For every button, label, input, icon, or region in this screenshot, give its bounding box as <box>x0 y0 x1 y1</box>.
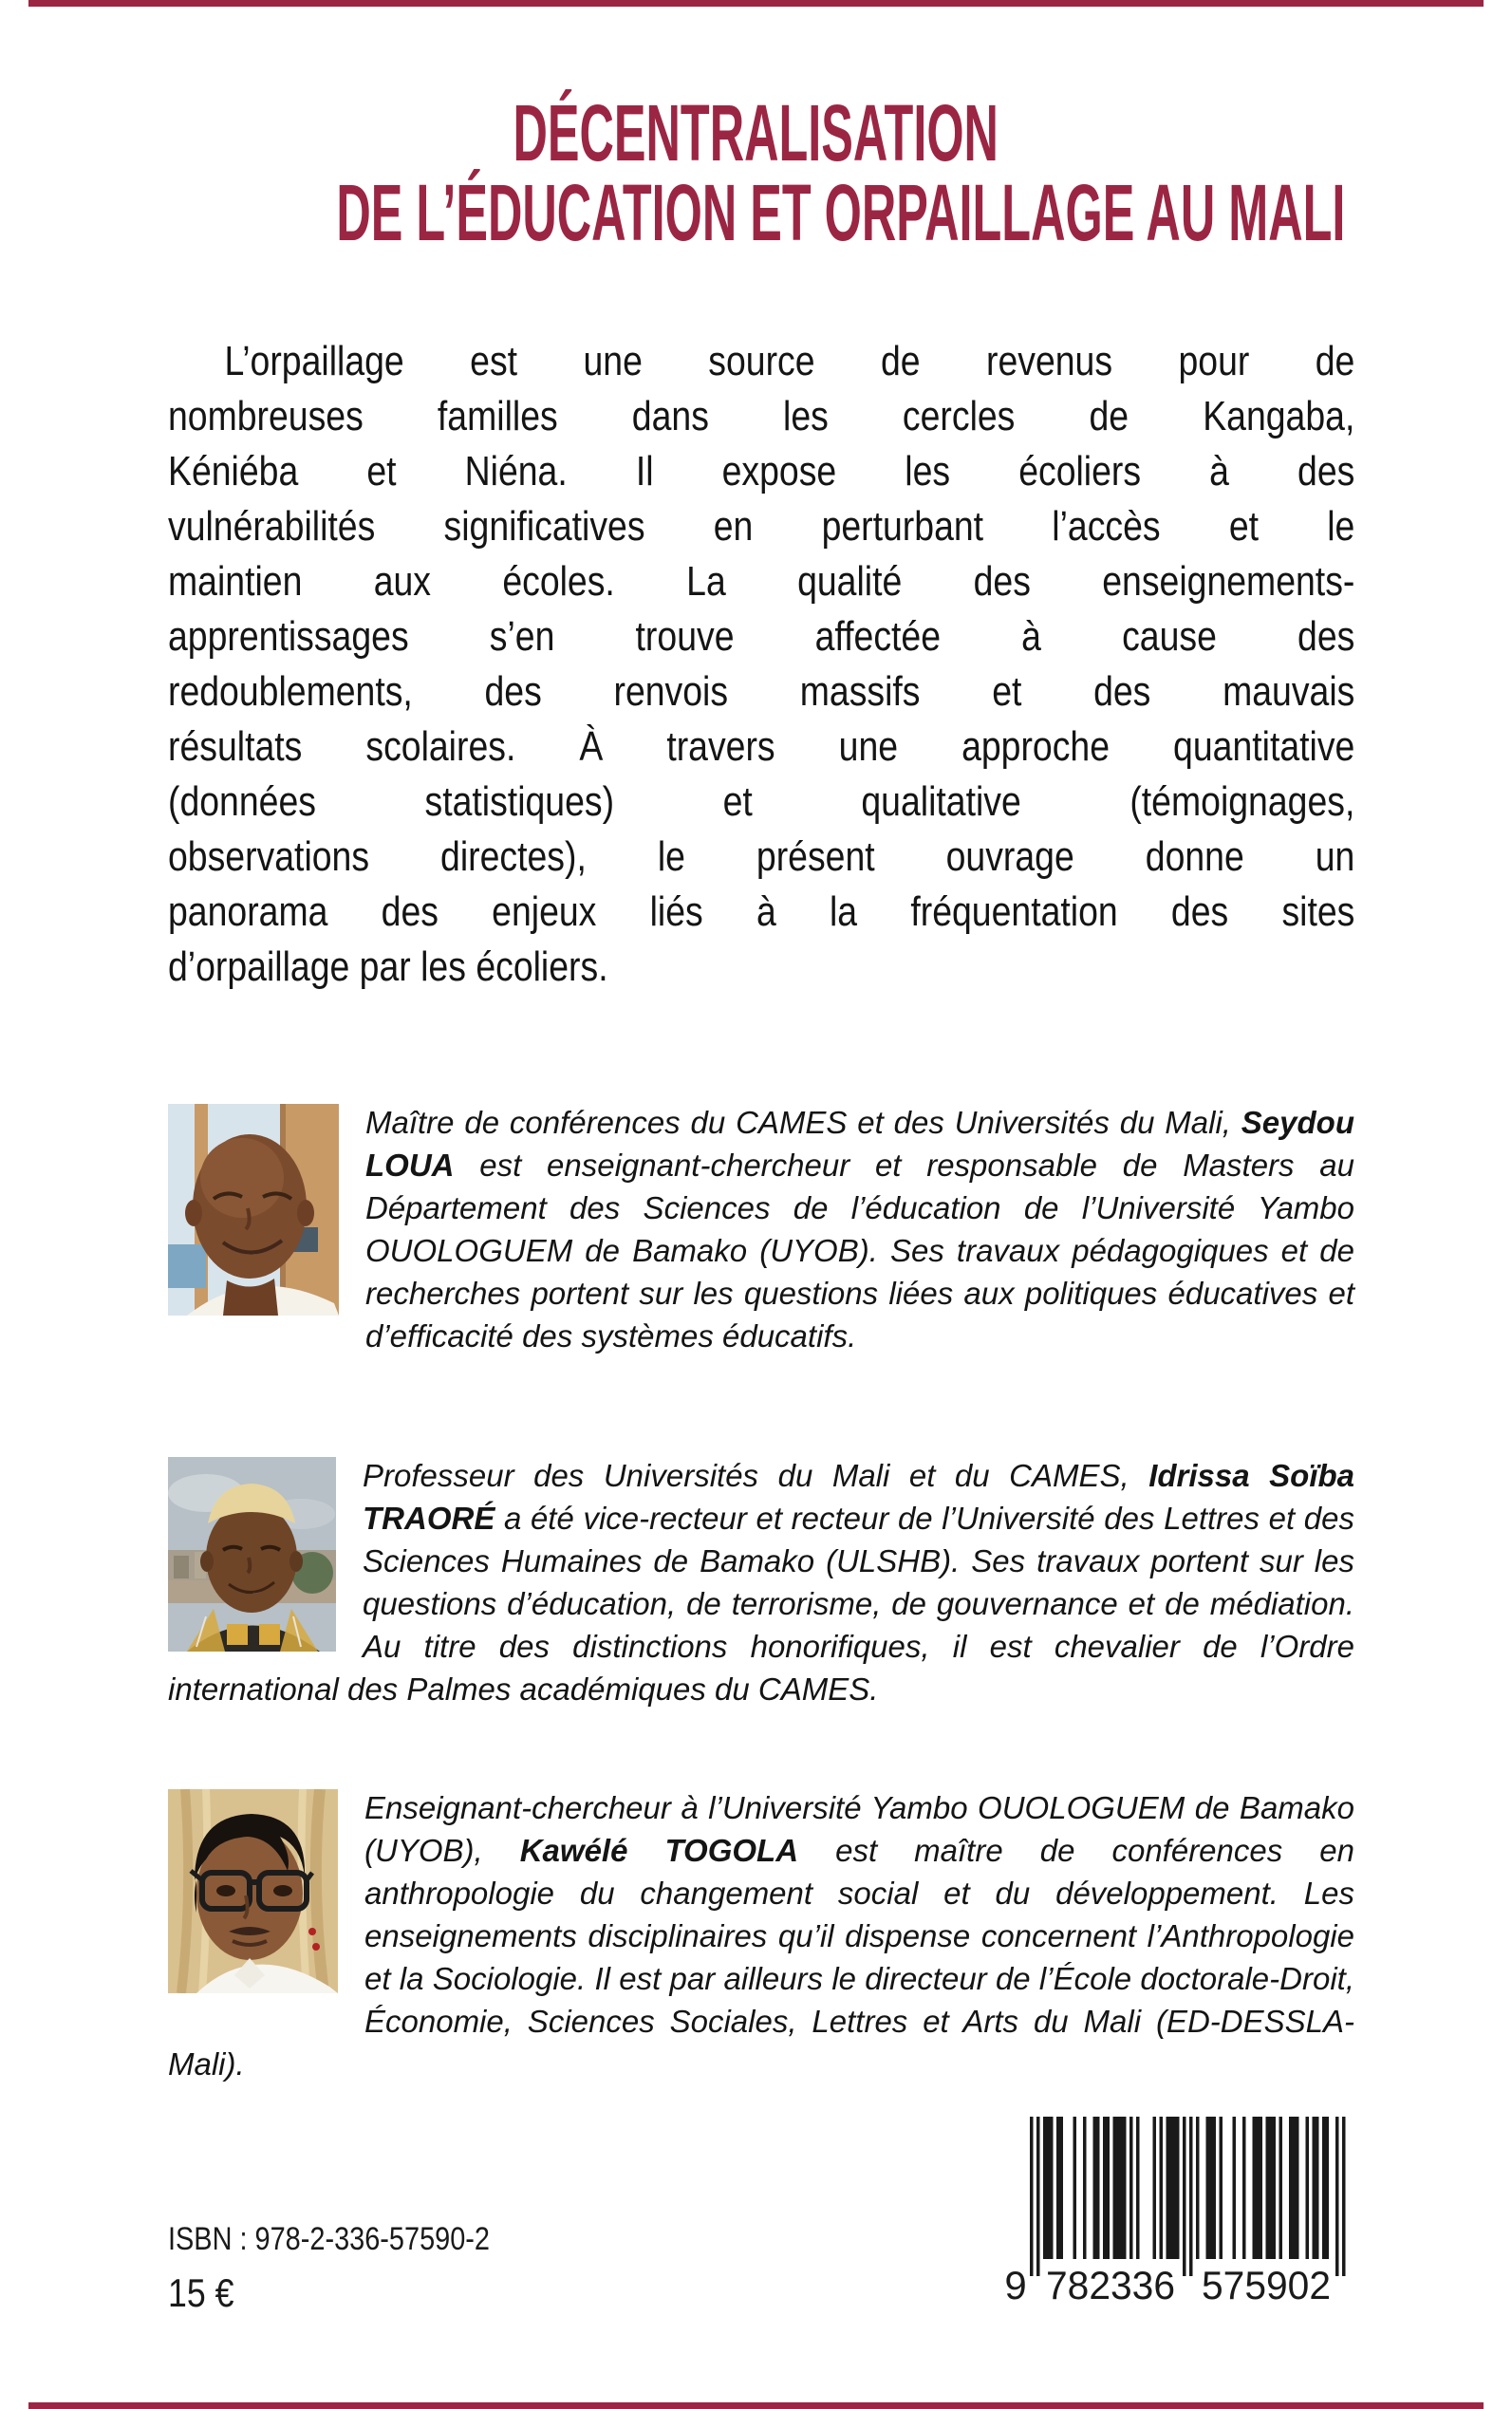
barcode-digits-right: 575902 <box>1202 2263 1331 2306</box>
synopsis-line: observations directes), le présent ouvrage donne un <box>168 833 1355 880</box>
synopsis-line: L’orpaillage est une source de revenus pour de <box>224 338 1355 384</box>
bio-text-pre: Professeur des Universités du Mali et du CAMES, <box>363 1458 1149 1493</box>
synopsis-line: apprentissages s’en trouve affectée à cause des <box>168 613 1355 660</box>
synopsis-line: Kéniéba et Niéna. Il expose les écoliers à des <box>168 448 1355 495</box>
bio-text-pre: Enseignant-chercheur à l’Université Yambo OUOLOGUEM de Bamako (UYOB), <box>364 1790 1354 1868</box>
author-name: Idrissa Soïba TRAORÉ <box>363 1458 1354 1536</box>
bottom-border-rule <box>28 2402 1484 2409</box>
top-border-rule <box>28 0 1484 7</box>
synopsis-paragraph <box>168 334 1354 995</box>
isbn-label: ISBN : 978-2-336-57590-2 <box>168 2221 490 2257</box>
barcode-digits-left: 782336 <box>1046 2263 1175 2306</box>
bio-text-pre: Maître de conférences du CAMES et des Universités du Mali, <box>365 1105 1241 1140</box>
synopsis-line: résultats scolaires. À travers une approche quantitative <box>168 723 1355 770</box>
synopsis-line: maintien aux écoles. La qualité des enseignements- <box>168 558 1355 605</box>
barcode-digit-first: 9 <box>1004 2263 1027 2306</box>
bio-text-post: est maître de conférences en anthropologie du changement social et du développement. Les enseignements disciplinaires qu’il dispense concernent l’Anthropologie et la Sociologie. Il est par ailleurs le directeur de l’École doctorale-Droit, Économie, Sciences Sociales, Lettres et Arts du Mali (ED-DESSLA-Mali). <box>168 1833 1354 2082</box>
author-name: Kawélé TOGOLA <box>519 1833 799 1868</box>
synopsis-line: d’orpaillage par les écoliers. <box>168 943 608 990</box>
author-name: Seydou LOUA <box>365 1105 1354 1183</box>
book-title-line2: DE L’ÉDUCATION ET ORPAILLAGE AU MALI <box>336 168 1346 257</box>
book-title <box>0 88 1512 257</box>
author-bio-seydou-loua <box>168 1101 1354 1357</box>
author-bio-kawele-togola <box>168 1786 1354 2085</box>
book-title-line1: DÉCENTRALISATION <box>513 88 999 177</box>
author-photo-idrissa-soiba-traore <box>168 1457 336 1652</box>
bio-text-post: est enseignant-chercheur et responsable de Masters au Département des Sciences de l’éducation de l’Université Yambo OUOLOGUEM de Bamako (UYOB). Ses travaux pédagogiques et de recherches portent sur les questions liées aux politiques éducatives et d’efficacité des systèmes éducatifs. <box>365 1148 1354 1354</box>
bio-text-post: a été vice-recteur et recteur de l’Université des Lettres et des Sciences Humaines de Bamako (ULSHB). Ses travaux portent sur les questions d’éducation, de terrorisme, de gouvernance et de médiation. Au titre des distinctions honorifiques, il est chevalier de l’Ordre international des Palmes académiques du CAMES. <box>168 1501 1354 1707</box>
author-bio-idrissa-soiba-traore <box>168 1454 1354 1710</box>
ean13-barcode <box>997 2117 1346 2306</box>
author-photo-seydou-loua <box>168 1104 339 1316</box>
synopsis-line: nombreuses familles dans les cercles de Kangaba, <box>168 393 1355 439</box>
synopsis-line: panorama des enjeux liés à la fréquentation des sites <box>168 888 1355 935</box>
synopsis-line: vulnérabilités significatives en perturbant l’accès et le <box>168 503 1355 550</box>
price-label: 15 € <box>168 2270 234 2315</box>
author-photo-kawele-togola <box>168 1789 338 1993</box>
synopsis-line: (données statistiques) et qualitative (témoignages, <box>168 778 1355 825</box>
synopsis-line: redoublements, des renvois massifs et des mauvais <box>168 668 1355 715</box>
